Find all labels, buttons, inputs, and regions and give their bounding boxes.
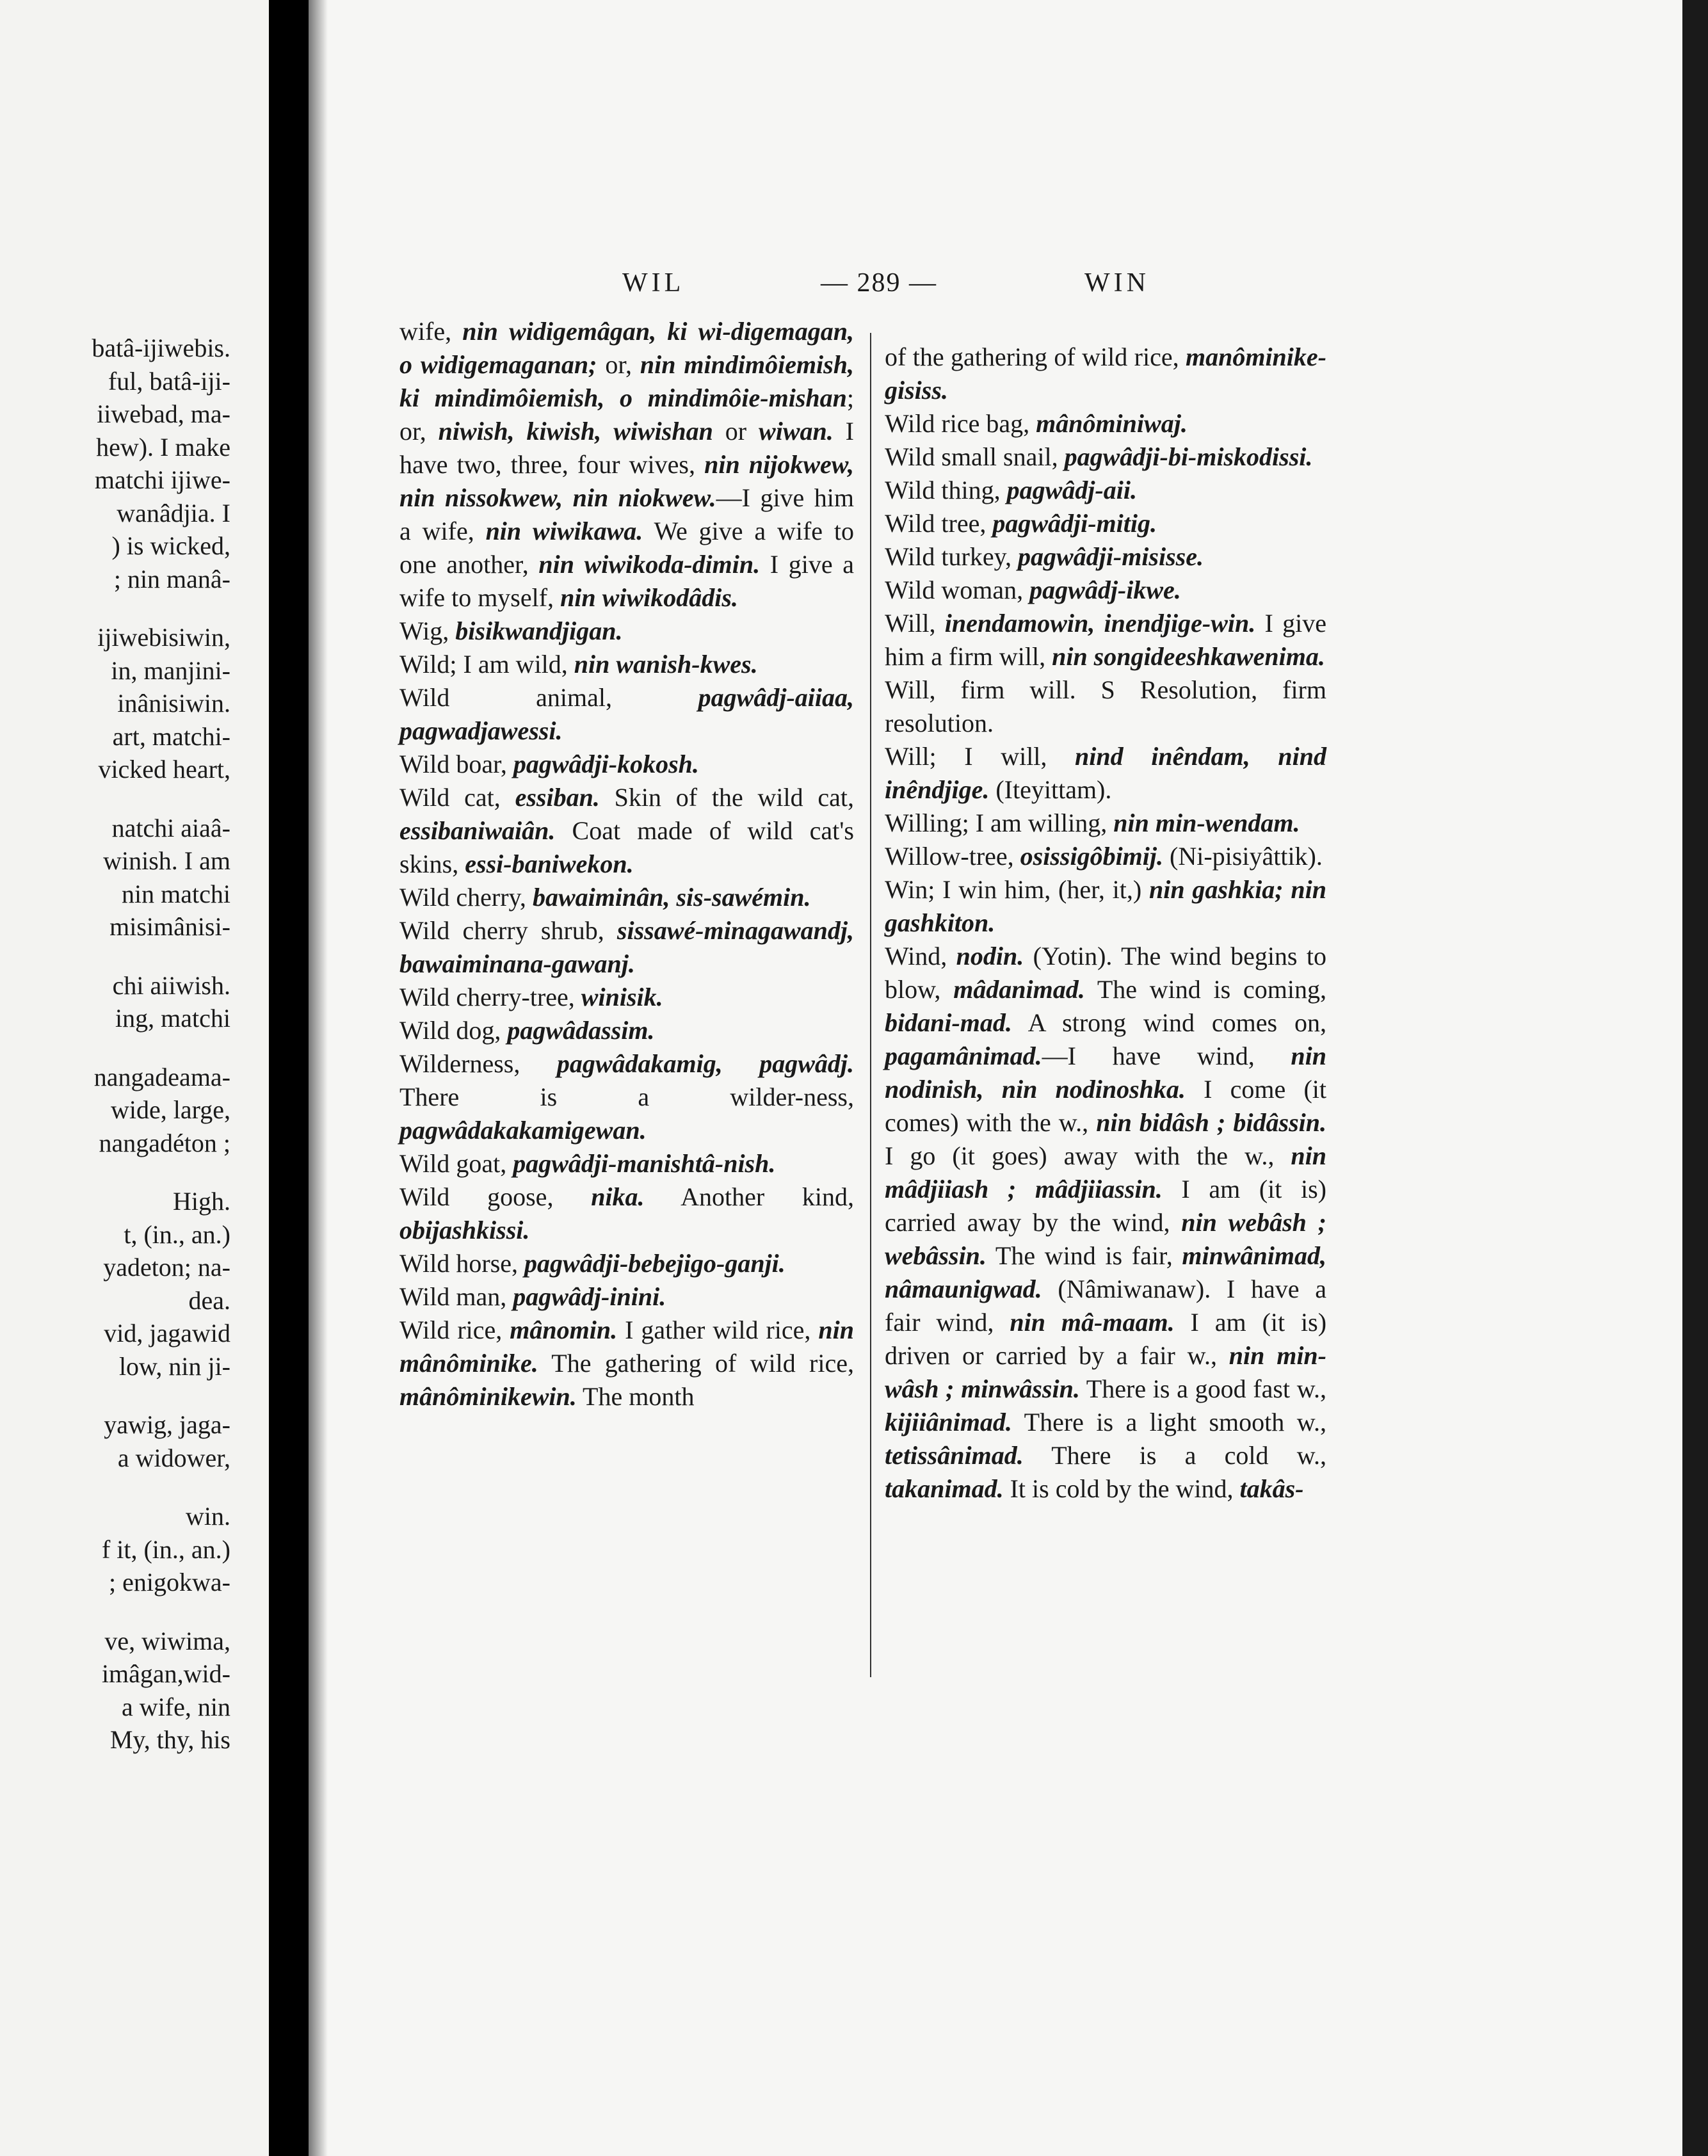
- entry-text: Wild animal,: [399, 683, 698, 712]
- entry-text: Willow-tree,: [885, 842, 1020, 871]
- left-page-fragment: [0, 0, 269, 2156]
- ojibwe-translation: nin widigemâgan, ki wi-digemagan, o widigemaganan;: [399, 317, 855, 379]
- ojibwe-translation: pagwâdji-bi-miskodissi.: [1064, 442, 1313, 471]
- left-page-line: wanâdjia. I: [117, 498, 230, 527]
- ojibwe-translation: mânomin.: [510, 1315, 618, 1344]
- entry-text: I give him a firm will,: [885, 609, 1326, 671]
- entry-text: wife,: [399, 317, 463, 346]
- left-page-line: wide, large,: [111, 1095, 230, 1124]
- ojibwe-translation: nin min-wendam.: [1113, 808, 1300, 837]
- left-page-line: yadeton; na-: [103, 1253, 230, 1282]
- left-page-line: nin matchi: [122, 879, 230, 908]
- entry-text: Another kind,: [644, 1182, 855, 1211]
- dictionary-entry: [885, 407, 1326, 440]
- ojibwe-translation: nin wiwikodâdis.: [560, 583, 738, 612]
- dictionary-page: [309, 0, 1708, 2156]
- dictionary-entry: [885, 540, 1326, 574]
- ojibwe-translation: pagwâdji-kokosh.: [513, 750, 699, 778]
- left-page-line: ijiwebisiwin,: [97, 623, 230, 652]
- ojibwe-translation: nin min-wâsh ; minwâssin.: [885, 1341, 1326, 1403]
- entry-text: The month: [576, 1382, 695, 1411]
- left-page-line: My, thy, his: [109, 1725, 230, 1754]
- column-right: [885, 341, 1326, 1506]
- left-page-line: dea.: [188, 1285, 230, 1315]
- dictionary-entry: [885, 474, 1326, 507]
- ojibwe-translation: nika.: [591, 1182, 645, 1211]
- ojibwe-translation: nodin.: [956, 942, 1024, 970]
- dictionary-entry: [399, 748, 854, 781]
- left-page-line: [0, 1383, 269, 1408]
- dictionary-entry: [885, 740, 1326, 807]
- left-page-line: nangadéton ;: [99, 1128, 230, 1157]
- left-page-line: t, (in., an.): [124, 1219, 230, 1249]
- ojibwe-translation: pagwâdji-manishtâ-nish.: [513, 1149, 776, 1178]
- entry-text: (Nâmiwanaw). I have a fair wind,: [885, 1275, 1326, 1337]
- ojibwe-translation: manôminike-gisiss.: [885, 342, 1326, 405]
- entry-text: Wild goat,: [399, 1149, 513, 1178]
- ojibwe-translation: nin mânôminike.: [399, 1315, 854, 1378]
- ojibwe-translation: nin mâ-maam.: [1010, 1308, 1175, 1337]
- ojibwe-translation: takâs-: [1239, 1474, 1304, 1503]
- entry-text: (Ni-pisiyâttik).: [1163, 842, 1323, 871]
- book-binding: [269, 0, 309, 2156]
- entry-text: Wild cherry,: [399, 883, 533, 912]
- ojibwe-translation: mânôminikewin.: [399, 1382, 577, 1411]
- left-page-line: ing, matchi: [115, 1004, 230, 1033]
- entry-text: Wild goose,: [399, 1182, 592, 1211]
- entry-text: Wild man,: [399, 1282, 513, 1311]
- entry-text: Wild horse,: [399, 1249, 525, 1278]
- left-page-line: nangadeama-: [93, 1062, 230, 1091]
- left-page-line: [0, 1599, 269, 1625]
- ojibwe-translation: sissawé-minagawandj, bawaiminana-gawanj.: [399, 916, 854, 978]
- ojibwe-translation: pagwâdji-mitig.: [992, 509, 1157, 538]
- entry-text: It is cold by the wind,: [1003, 1474, 1240, 1503]
- left-page-line: win.: [186, 1502, 230, 1531]
- dictionary-entry: [885, 341, 1326, 407]
- left-page-line: low, nin ji-: [118, 1351, 230, 1381]
- ojibwe-translation: nin songideeshkawenima.: [1052, 642, 1325, 671]
- entry-text: Will, firm will. S Resolution, firm resolution.: [885, 675, 1326, 737]
- dictionary-entry: [885, 807, 1326, 840]
- dictionary-entry: [399, 1014, 854, 1047]
- ojibwe-translation: pagwâdakamig, pagwâdj.: [556, 1049, 855, 1078]
- left-page-text: [0, 332, 269, 1757]
- ojibwe-translation: pagwâdji-misisse.: [1017, 542, 1204, 571]
- entry-text: Wind,: [885, 942, 956, 970]
- entry-text: Wild cherry-tree,: [399, 983, 581, 1011]
- entry-text: Wild woman,: [885, 575, 1030, 604]
- ojibwe-translation: nind inêndam, nind inêndjige.: [885, 742, 1326, 804]
- entry-text: I am (it is) driven or carried by a fair w.,: [885, 1308, 1327, 1370]
- entry-text: Wild thing,: [885, 476, 1007, 504]
- dictionary-entry: [885, 440, 1326, 474]
- dictionary-entry: [399, 1280, 854, 1314]
- ojibwe-translation: pagwâdj-aii.: [1006, 476, 1137, 504]
- entry-text: Wild cat,: [399, 783, 515, 812]
- left-page-line: [0, 786, 269, 812]
- ojibwe-translation: pagwâdakakamigewan.: [399, 1116, 647, 1145]
- left-page-line: inânisiwin.: [117, 689, 230, 718]
- entry-text: Skin of the wild cat,: [599, 783, 854, 812]
- ojibwe-translation: minwânimad, nâmaunigwad.: [885, 1241, 1326, 1303]
- left-page-line: ful, batâ-iji-: [108, 366, 230, 396]
- left-page-line: iiwebad, ma-: [97, 399, 230, 428]
- left-page-line: High.: [173, 1187, 230, 1216]
- entry-text: Will,: [885, 609, 945, 638]
- entry-text: I have two, three, four wives,: [399, 417, 854, 479]
- left-page-line: batâ-ijiwebis.: [92, 334, 230, 362]
- entry-text: of the gathering of wild rice,: [885, 342, 1186, 371]
- entry-text: or: [713, 417, 759, 446]
- ojibwe-translation: pagwâdj-aiiaa, pagwadjawessi.: [399, 683, 854, 745]
- ojibwe-translation: nin nijokwew, nin nissokwew, nin niokwew.: [399, 450, 854, 512]
- dictionary-entry: [399, 1147, 854, 1180]
- left-page-line: hew). I make: [96, 432, 230, 462]
- dictionary-entry: [399, 1247, 854, 1280]
- ojibwe-translation: pagwâdj-inini.: [513, 1282, 666, 1311]
- entry-text: I give a wife to myself,: [399, 550, 854, 612]
- entry-text: Wild boar,: [399, 750, 513, 778]
- dictionary-entry: [399, 1314, 854, 1413]
- ojibwe-translation: essi-baniwekon.: [465, 849, 634, 878]
- entry-text: Wild rice bag,: [885, 409, 1036, 438]
- entry-text: Willing; I am willing,: [885, 808, 1114, 837]
- entry-text: Wild tree,: [885, 509, 993, 538]
- dictionary-entry: [885, 574, 1326, 607]
- ojibwe-translation: nin wiwikawa.: [485, 517, 643, 545]
- left-page-line: f it, (in., an.): [101, 1534, 230, 1564]
- left-page-line: chi aiiwish.: [112, 970, 230, 1000]
- ojibwe-translation: obijashkissi.: [399, 1216, 530, 1244]
- entry-text: Wild; I am wild,: [399, 650, 574, 679]
- ojibwe-translation: pagwâdassim.: [507, 1016, 655, 1045]
- entry-text: Wild cherry shrub,: [399, 916, 617, 945]
- dictionary-entry: [399, 648, 854, 681]
- ojibwe-translation: bawaiminân, sis-sawémin.: [532, 883, 811, 912]
- entry-text: The wind is coming,: [1084, 975, 1327, 1004]
- ojibwe-translation: nin mâdjiiash ; mâdjiiassin.: [885, 1141, 1326, 1203]
- entry-text: Wild small snail,: [885, 442, 1065, 471]
- ojibwe-translation: nin gashkia; nin gashkiton.: [885, 875, 1326, 937]
- ojibwe-translation: bisikwandjigan.: [455, 616, 623, 645]
- ojibwe-translation: mâdanimad.: [953, 975, 1085, 1004]
- entry-text: (Iteyittam).: [989, 775, 1112, 804]
- dictionary-entry: [885, 840, 1326, 873]
- entry-text: The wind is fair,: [986, 1241, 1182, 1270]
- entry-text: —I have wind,: [1042, 1042, 1291, 1070]
- page-number: — 289 —: [821, 268, 937, 298]
- ojibwe-translation: nin bidâsh ; bidâssin.: [1096, 1108, 1326, 1137]
- left-page-line: [0, 1474, 269, 1500]
- left-page-line: winish. I am: [103, 846, 230, 875]
- entry-text: Wilderness,: [399, 1049, 557, 1078]
- entry-text: Wild turkey,: [885, 542, 1018, 571]
- left-page-line: [0, 595, 269, 621]
- ojibwe-translation: pagwâdj-ikwe.: [1029, 575, 1181, 604]
- dictionary-entry: [399, 615, 854, 648]
- header-right-guide-word: WIN: [1084, 268, 1150, 298]
- dictionary-entry: [399, 1180, 854, 1247]
- ojibwe-translation: nin wanish-kwes.: [574, 650, 758, 679]
- entry-text: —I give him a wife,: [399, 483, 854, 545]
- dictionary-entry: [399, 981, 854, 1014]
- entry-text: or,: [597, 350, 640, 379]
- ojibwe-translation: essiban.: [515, 783, 600, 812]
- entry-text: Wild rice,: [399, 1315, 510, 1344]
- ojibwe-translation: mânôminiwaj.: [1036, 409, 1188, 438]
- left-page-line: yawig, jaga-: [104, 1410, 230, 1439]
- page-edge: [1682, 0, 1708, 2156]
- ojibwe-translation: osissigôbimij.: [1020, 842, 1164, 871]
- entry-text: Will; I will,: [885, 742, 1076, 771]
- left-page-line: in, manjini-: [111, 656, 230, 685]
- ojibwe-translation: pagamânimad.: [885, 1042, 1042, 1070]
- entry-text: There is a light smooth w.,: [1011, 1408, 1326, 1436]
- dictionary-entry: [399, 681, 854, 748]
- ojibwe-translation: niwish, kiwish, wiwishan: [438, 417, 713, 446]
- ojibwe-translation: essibaniwaiân.: [399, 816, 556, 845]
- entry-text: There is a cold w.,: [1023, 1441, 1326, 1470]
- entry-text: ; or,: [399, 383, 854, 446]
- column-left: [399, 315, 854, 1413]
- left-page-line: natchi aiaâ-: [111, 813, 230, 842]
- ojibwe-translation: takanimad.: [885, 1474, 1004, 1503]
- dictionary-entry: [885, 873, 1326, 940]
- entry-text: We give a wife to one another,: [399, 517, 855, 579]
- entry-text: Wig,: [399, 616, 456, 645]
- dictionary-entry: [399, 315, 854, 615]
- dictionary-entry: [399, 881, 854, 914]
- dictionary-entry: [885, 673, 1326, 740]
- left-page-line: art, matchi-: [112, 721, 230, 751]
- entry-text: Wild dog,: [399, 1016, 508, 1045]
- left-page-line: a widower,: [117, 1443, 230, 1472]
- entry-text: I gather wild rice,: [617, 1315, 819, 1344]
- entry-text: I come (it comes) with the w.,: [885, 1075, 1326, 1137]
- left-page-line: [0, 1159, 269, 1185]
- left-page-line: ; enigokwa-: [109, 1568, 230, 1597]
- ojibwe-translation: wiwan.: [759, 417, 834, 446]
- entry-text: (Yotin). The wind begins to blow,: [885, 942, 1327, 1004]
- dictionary-entry: [399, 781, 854, 881]
- left-page-line: misimânisi-: [109, 912, 230, 941]
- entry-text: There is a wilder-ness,: [399, 1082, 854, 1111]
- left-page-line: vicked heart,: [98, 755, 230, 784]
- entry-text: Win; I win him, (her, it,): [885, 875, 1149, 904]
- ojibwe-translation: inendamowin, inendjige-win.: [944, 609, 1256, 638]
- dictionary-entry: [399, 1047, 854, 1147]
- left-page-line: vid, jagawid: [104, 1319, 230, 1348]
- entry-text: There is a good fast w.,: [1079, 1374, 1326, 1403]
- left-page-line: imâgan,wid-: [101, 1659, 230, 1688]
- entry-text: I go (it goes) away with the w.,: [885, 1141, 1291, 1170]
- header-left-guide-word: WIL: [622, 268, 685, 298]
- ojibwe-translation: kijiiânimad.: [885, 1408, 1012, 1436]
- dictionary-entry: [885, 507, 1326, 540]
- page-gutter-shadow: [309, 0, 328, 2156]
- left-page-line: ) is wicked,: [111, 531, 230, 560]
- left-page-line: a wife, nin: [122, 1692, 230, 1721]
- entry-text: A strong wind comes on,: [1011, 1008, 1326, 1037]
- dictionary-entry: [399, 914, 854, 981]
- entry-text: I am (it is) carried away by the wind,: [885, 1175, 1327, 1237]
- ojibwe-translation: nin nodinish, nin nodinoshka.: [885, 1042, 1326, 1104]
- entry-text: Coat made of wild cat's skins,: [399, 816, 854, 878]
- left-page-line: [0, 1035, 269, 1061]
- left-page-line: [0, 944, 269, 969]
- left-page-line: ; nin manâ-: [113, 564, 230, 593]
- column-divider: [870, 333, 871, 1677]
- left-page-line: ve, wiwima,: [104, 1626, 230, 1655]
- ojibwe-translation: nin webâsh ; webâssin.: [885, 1208, 1327, 1270]
- left-page-line: matchi ijiwe-: [94, 465, 230, 494]
- dictionary-entry: [885, 940, 1326, 1506]
- dictionary-entry: [885, 607, 1326, 673]
- ojibwe-translation: pagwâdji-bebejigo-ganji.: [524, 1249, 786, 1278]
- entry-text: The gathering of wild rice,: [538, 1349, 854, 1378]
- ojibwe-translation: tetissânimad.: [885, 1441, 1024, 1470]
- ojibwe-translation: nin wiwikoda-dimin.: [538, 550, 761, 579]
- ojibwe-translation: bidani-mad.: [885, 1008, 1012, 1037]
- ojibwe-translation: nin mindimôiemish, ki mindimôiemish, o mindimôie-mishan: [399, 350, 854, 412]
- ojibwe-translation: winisik.: [581, 983, 663, 1011]
